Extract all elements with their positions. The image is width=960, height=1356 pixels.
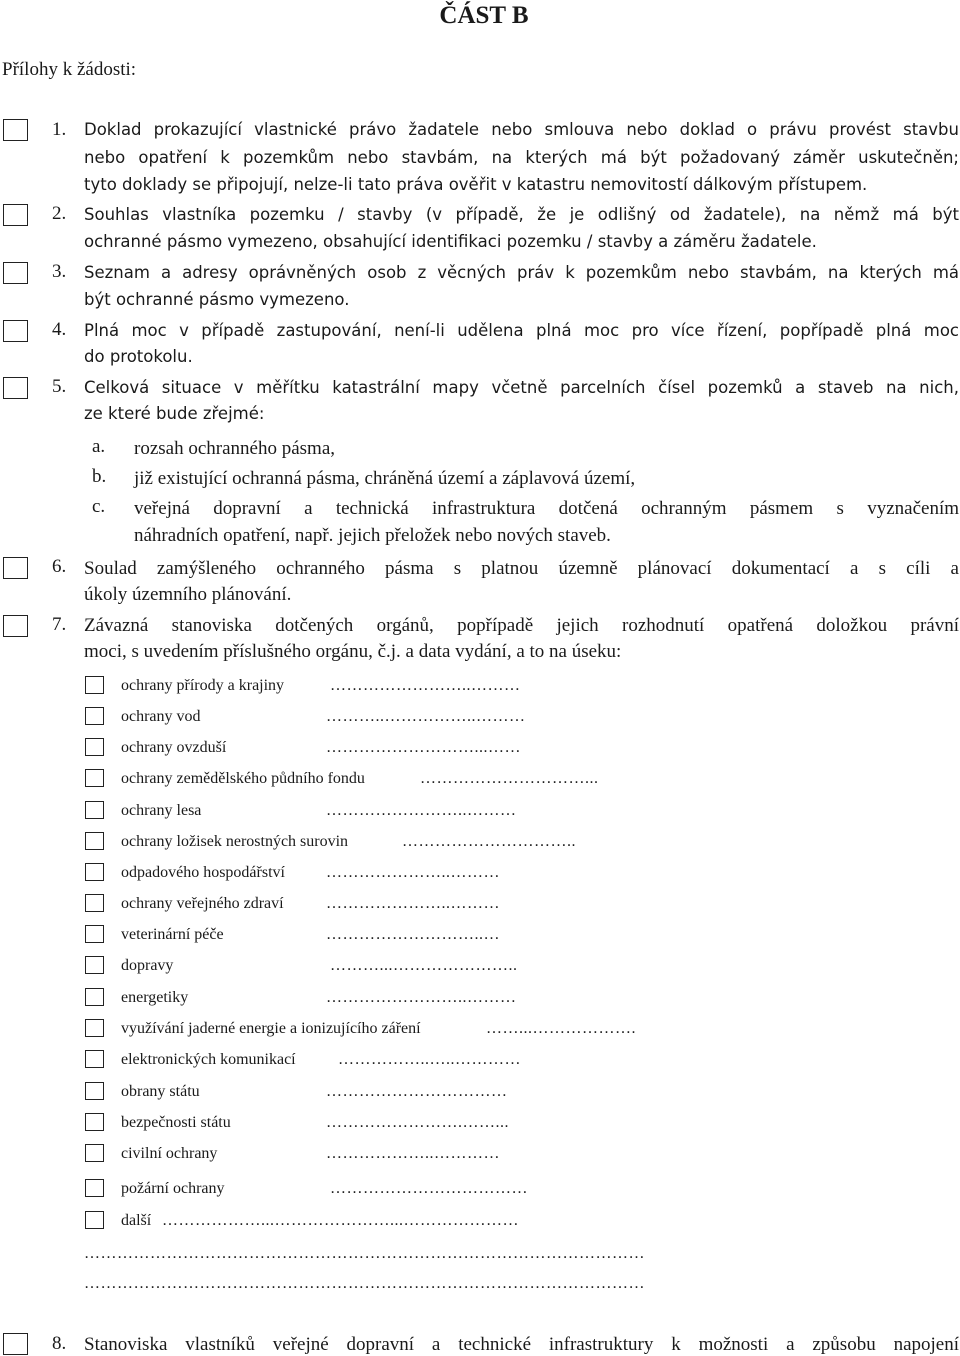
authority-checkbox-waste[interactable] <box>85 863 104 881</box>
authority-dots-public-health: …………………..……… <box>326 895 500 912</box>
item-6-text-line-2: úkoly územního plánování. <box>84 584 292 605</box>
authority-label-nature: ochrany přírody a krajiny <box>121 677 285 694</box>
subitem-b-letter: b. <box>92 466 107 487</box>
authority-dots-electronic-communications: ……………..…..………… <box>338 1051 521 1068</box>
subitem-c-text-line-1: veřejná dopravní a technická infrastruktura dotčená ochranným pásmem s vyznačením <box>134 498 959 519</box>
authority-dots-defence: …………………………… <box>326 1083 508 1100</box>
authority-label-nuclear: využívání jaderné energie a ionizujícího záření <box>121 1020 421 1037</box>
item-7-checkbox[interactable] <box>3 615 28 637</box>
authority-label-veterinary: veterinární péče <box>121 926 224 943</box>
item-2-checkbox[interactable] <box>3 204 28 226</box>
item-5-text-line-2: ze které bude zřejmé: <box>84 404 265 423</box>
item-3-text-line-1: Seznam a adresy oprávněných osob z věcných práv k pozemkům nebo stavbám, na kterých má <box>84 263 959 282</box>
item-8-checkbox[interactable] <box>3 1333 28 1355</box>
item-4-text-line-1: Plná moc v případě zastupování, není-li udělena plná moc pro více řízení, popřípadě plná moc <box>84 321 959 340</box>
item-2-text-line-2: ochranné pásmo vymezeno, obsahující identifikaci pozemku / stavby a záměru žadatele. <box>84 232 817 251</box>
authority-checkbox-mineral-deposits[interactable] <box>85 832 104 850</box>
item-8-text-line-1: Stanoviska vlastníků veřejné dopravní a technické infrastruktury k možnosti a způsobu napojení <box>84 1334 959 1355</box>
authority-label-energy: energetiky <box>121 989 189 1006</box>
item-3-number: 3. <box>52 261 67 282</box>
item-1-text-line-3: tyto doklady se připojují, nelze-li tato práva ověřit v katastru nemovitostí dálkovým přístupem. <box>84 175 868 194</box>
authority-dots-water: ………..……………..……… <box>326 708 526 725</box>
authority-dots-mineral-deposits: ………………………….. <box>402 833 576 850</box>
item-1-number: 1. <box>52 119 67 140</box>
attachments-intro: Přílohy k žádosti: <box>2 59 137 80</box>
item-6-number: 6. <box>52 556 67 577</box>
authority-label-waste: odpadového hospodářství <box>121 864 285 881</box>
authority-checkbox-civil-protection[interactable] <box>85 1144 104 1162</box>
authority-checkbox-agricultural-land[interactable] <box>85 769 104 787</box>
blank-fill-line-1: ………………………………………………………………………………………… <box>84 1245 645 1262</box>
authority-checkbox-defence[interactable] <box>85 1082 104 1100</box>
authority-label-forest: ochrany lesa <box>121 802 202 819</box>
authority-checkbox-public-health[interactable] <box>85 894 104 912</box>
item-7-text-line-1: Závazná stanoviska dotčených orgánů, popřípadě jejich rozhodnutí opatřená doložkou právní <box>84 615 959 636</box>
authority-checkbox-fire-protection[interactable] <box>85 1179 104 1197</box>
item-3-text-line-2: být ochranné pásmo vymezeno. <box>84 290 350 309</box>
item-1-checkbox[interactable] <box>3 119 28 141</box>
authority-label-air: ochrany ovzduší <box>121 739 227 756</box>
item-7-number: 7. <box>52 614 67 635</box>
authority-dots-nuclear: ……...………………. <box>486 1020 636 1037</box>
subitem-a-letter: a. <box>92 436 106 457</box>
item-6-text-line-1: Soulad zamýšleného ochranného pásma s platnou územně plánovací dokumentací a s cíli a <box>84 558 959 579</box>
item-2-text-line-1: Souhlas vlastníka pozemku / stavby (v případě, že je odlišný od žadatele), na němž má být <box>84 205 959 224</box>
authority-label-defence: obrany státu <box>121 1083 200 1100</box>
item-5-number: 5. <box>52 376 67 397</box>
authority-checkbox-veterinary[interactable] <box>85 925 104 943</box>
authority-label-fire-protection: požární ochrany <box>121 1180 225 1197</box>
item-1-text-line-2: nebo opatření k pozemkům nebo stavbám, na kterých má být požadovaný záměr uskutečněn; <box>84 148 959 167</box>
item-4-number: 4. <box>52 319 67 340</box>
authority-label-mineral-deposits: ochrany ložisek nerostných surovin <box>121 833 349 850</box>
authority-dots-air: ………………………...…… <box>326 739 521 756</box>
authority-checkbox-nature[interactable] <box>85 676 104 694</box>
authority-dots-agricultural-land: …………………………... <box>420 770 599 787</box>
authority-label-civil-protection: civilní ochrany <box>121 1145 218 1162</box>
subitem-c-letter: c. <box>92 496 106 517</box>
subitem-c-text-line-2: náhradních opatření, např. jejich přeložek nebo nových staveb. <box>134 525 611 546</box>
item-3-checkbox[interactable] <box>3 262 28 284</box>
item-2-number: 2. <box>52 203 67 224</box>
item-8-number: 8. <box>52 1333 67 1354</box>
authority-label-state-security: bezpečnosti státu <box>121 1114 231 1131</box>
authority-dots-transport: ………...………………….. <box>330 957 518 974</box>
authority-label-other: další <box>121 1212 152 1229</box>
authority-label-public-health: ochrany veřejného zdraví <box>121 895 284 912</box>
authority-dots-other: ………………...…………………...………………… <box>162 1212 519 1229</box>
authority-checkbox-electronic-communications[interactable] <box>85 1050 104 1068</box>
authority-checkbox-forest[interactable] <box>85 801 104 819</box>
subitem-b-text: již existující ochranná pásma, chráněná území a záplavová území, <box>134 468 636 489</box>
authority-checkbox-other[interactable] <box>85 1211 104 1229</box>
authority-dots-waste: …………………..……… <box>326 864 500 881</box>
item-7-text-line-2: moci, s uvedením příslušného orgánu, č.j. a data vydání, a to na úseku: <box>84 641 622 662</box>
authority-dots-nature: ……………………..……… <box>330 677 521 694</box>
item-4-checkbox[interactable] <box>3 320 28 342</box>
page-title: ČÁST B <box>439 2 529 29</box>
authority-checkbox-water[interactable] <box>85 707 104 725</box>
item-1-text-line-1: Doklad prokazující vlastnické právo žadatele nebo smlouva nebo doklad o právu provést stavbu <box>84 120 959 139</box>
authority-checkbox-state-security[interactable] <box>85 1113 104 1131</box>
authority-label-electronic-communications: elektronických komunikací <box>121 1051 296 1068</box>
authority-label-water: ochrany vod <box>121 708 201 725</box>
authority-label-transport: dopravy <box>121 957 174 974</box>
authority-checkbox-transport[interactable] <box>85 956 104 974</box>
authority-dots-fire-protection: ……………………………… <box>330 1180 528 1197</box>
item-5-checkbox[interactable] <box>3 377 28 399</box>
authority-checkbox-air[interactable] <box>85 738 104 756</box>
subitem-a-text: rozsah ochranného pásma, <box>134 438 336 459</box>
authority-dots-energy: ……………………..……… <box>326 989 517 1006</box>
authority-checkbox-energy[interactable] <box>85 988 104 1006</box>
authority-label-agricultural-land: ochrany zemědělského půdního fondu <box>121 770 365 787</box>
item-4-text-line-2: do protokolu. <box>84 347 193 366</box>
authority-dots-civil-protection: ………………..………… <box>326 1145 500 1162</box>
blank-fill-line-2: ………………………………………………………………………………………… <box>84 1275 645 1292</box>
authority-dots-state-security: …………………….……... <box>326 1114 509 1131</box>
authority-checkbox-nuclear[interactable] <box>85 1019 104 1037</box>
authority-dots-forest: ……………………..……… <box>326 802 517 819</box>
authority-dots-veterinary: ………………………..… <box>326 926 500 943</box>
item-6-checkbox[interactable] <box>3 557 28 579</box>
item-5-text-line-1: Celková situace v měřítku katastrální mapy včetně parcelních čísel pozemků a staveb na nich, <box>84 378 959 397</box>
